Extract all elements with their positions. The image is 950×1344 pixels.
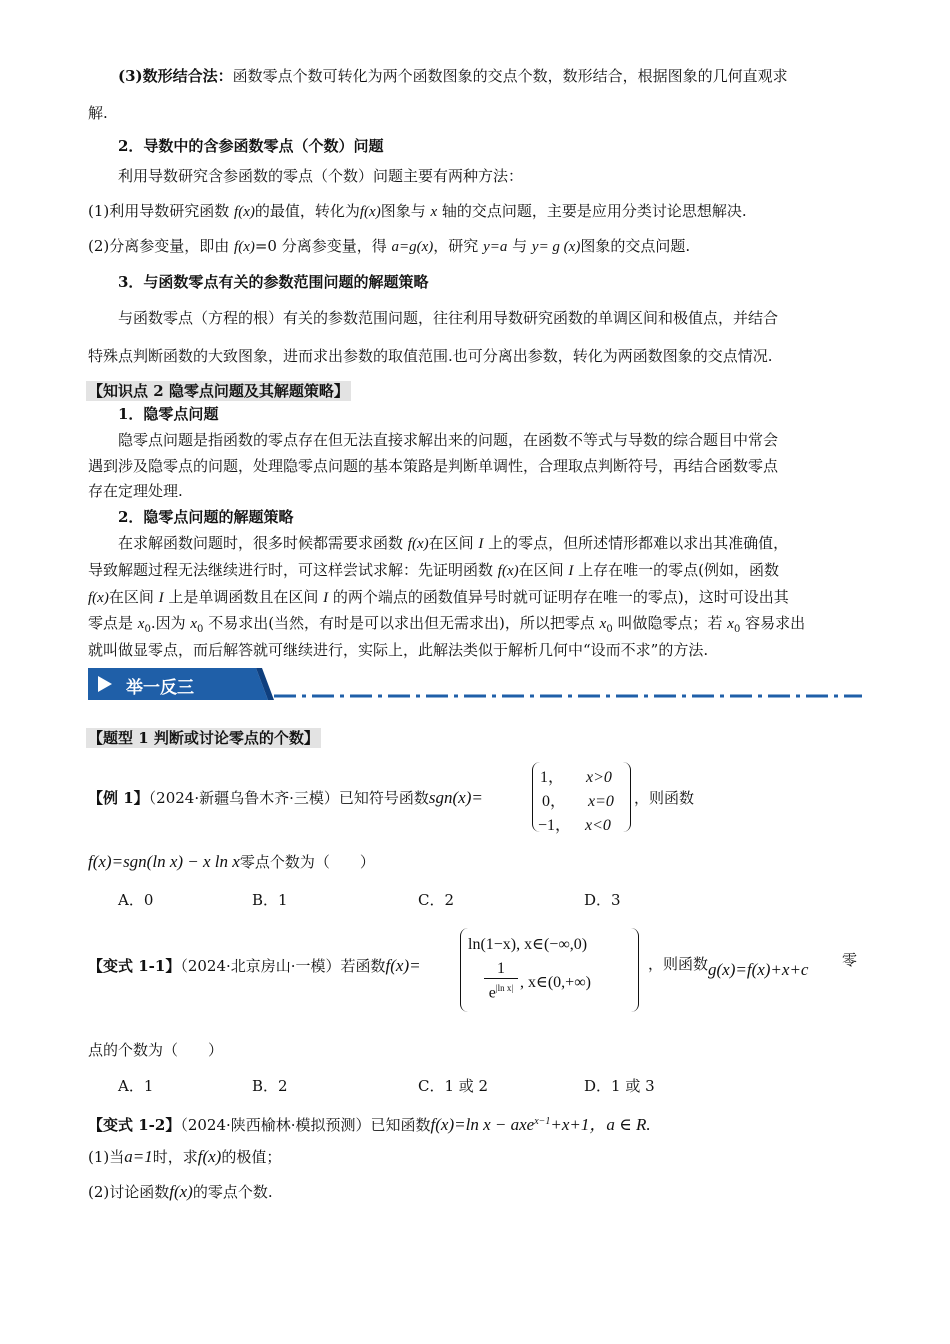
- ex1-option-d[interactable]: D．3: [584, 891, 621, 909]
- kp2-para-3: 存在定理处理.: [88, 482, 183, 500]
- practice-banner: [88, 666, 862, 704]
- v11-after: ，则函数: [648, 955, 709, 973]
- v11-right-brace: [630, 928, 639, 1012]
- ex1-case-2: 0， x=0: [542, 793, 614, 810]
- v11-tail: 零: [842, 951, 858, 969]
- section-2-intro: 利用导数研究含参函数的零点（个数）问题主要有两种方法：: [118, 167, 524, 185]
- section-2-heading: 2．导数中的含参函数零点（个数）问题: [118, 137, 384, 155]
- method-3-label: (3)数形结合法：: [118, 67, 233, 85]
- v11-case-1: ln(1−x), x∈(−∞,0): [468, 936, 588, 953]
- ex1-case-3: −1， x<0: [538, 817, 611, 834]
- v11-case-2-cond: , x∈(0,+∞): [520, 974, 591, 991]
- v11-option-d[interactable]: D．1 或 3: [584, 1077, 655, 1095]
- kp2-heading-1: 1．隐零点问题: [118, 405, 219, 423]
- variant-1-2: 【变式 1-2】（2024·陕西榆林·模拟预测）已知函数f(x)=ln x − axe$^{x-1}$+x+1，a ∈ R.: [88, 1115, 651, 1134]
- variant-1-1: 【变式 1-1】（2024·北京房山·一模）若函数f(x)=: [88, 956, 421, 975]
- section-2-method-1: (1)利用导数研究函数 f(x)的最值，转化为f(x)图象与 x 轴的交点问题，主要是应用分类讨论思想解决.: [88, 202, 747, 220]
- kp2-strategy-5: 就叫做显零点，而后解答就可继续进行，实际上，此解法类似于解析几何中“设而不求”的方法.: [88, 641, 709, 659]
- section-2-method-2: (2)分离参变量，即由 f(x)=0 分离参变量，得 a=g(x)，研究 y=a 与 y= g (x)图象的交点问题.: [88, 237, 691, 255]
- banner-graphic: [88, 666, 862, 704]
- ex1-option-a[interactable]: A．0: [118, 891, 154, 909]
- section-3-line-2: 特殊点判断函数的大致图象，进而求出参数的取值范围.也可分离出参数，转化为两函数图象的交点情况.: [88, 347, 773, 365]
- kp2-strategy-2: 导致解题过程无法继续进行时，可这样尝试求解：先证明函数 f(x)在区间 I 上存在唯一的零点(例如，函数: [88, 561, 780, 579]
- kp2-heading-2: 2．隐零点问题的解题策略: [118, 508, 294, 526]
- v11-option-b[interactable]: B．2: [252, 1077, 288, 1095]
- ex1-after: ，则函数: [634, 789, 695, 807]
- banner-text: 举一反三: [126, 678, 194, 698]
- method-3-text: 函数零点个数可转化为两个函数图象的交点个数，数形结合，根据图象的几何直观求: [232, 67, 788, 85]
- ex1-option-c[interactable]: C．2: [418, 891, 455, 909]
- ex1-option-b[interactable]: B．1: [252, 891, 288, 909]
- example-1: 【例 1】（2024·新疆乌鲁木齐·三模）已知符号函数sgn(x)=: [88, 788, 483, 807]
- v11-g-function: g(x)=f(x)+x+c: [708, 960, 809, 979]
- ex1-right-brace: [622, 762, 631, 832]
- kp2-para-1: 隐零点问题是指函数的零点存在但无法直接求解出来的问题，在函数不等式与导数的综合题目中常会: [118, 431, 779, 449]
- kp2-strategy-1: 在求解函数问题时，很多时候都需要求函数 f(x)在区间 I 上的零点，但所述情形都难以求出其准确值，: [118, 534, 789, 552]
- ex1-case-1: 1， x>0: [540, 769, 612, 786]
- v11-case-2-fraction: 1 $e^{|ln x|}$: [484, 960, 518, 1002]
- section-3-line-1: 与函数零点（方程的根）有关的参数范围问题，往往利用导数研究函数的单调区间和极值点，并结合: [118, 309, 779, 327]
- kp2-strategy-4: 零点是 $x_0$.因为 $x_0$ 不易求出(当然，有时是可以求出但无需求出)，所以把零点 $x_0$ 叫做隐零点；若 $x_0$ 容易求出: [88, 614, 806, 635]
- v11-line-2: 点的个数为（ ）: [88, 1041, 224, 1059]
- method-3: [118, 66, 788, 86]
- kp2-strategy-3: f(x)在区间 I 上是单调函数且在区间 I 的两个端点的函数值异号时就可证明存在唯一的零点)，这时可设出其: [88, 588, 789, 606]
- type-1-title: 【题型 1 判断或讨论零点的个数】: [88, 729, 319, 747]
- knowledge-point-2-title: 【知识点 2 隐零点问题及其解题策略】: [88, 382, 349, 400]
- section-3-heading: 3．与函数零点有关的参数范围问题的解题策略: [118, 273, 429, 291]
- v11-option-c[interactable]: C．1 或 2: [418, 1077, 489, 1095]
- v12-question-1: (1)当a=1时，求f(x)的极值；: [88, 1147, 282, 1166]
- method-3-cont: 解.: [88, 104, 108, 122]
- kp2-para-2: 遇到涉及隐零点的问题，处理隐零点问题的基本策路是判断单调性，合理取点判断符号，再结合函数零点: [88, 457, 779, 475]
- v11-option-a[interactable]: A．1: [118, 1077, 154, 1095]
- ex1-line-2: f(x)=sgn(ln x) − x ln x零点个数为（ ）: [88, 852, 375, 871]
- v12-question-2: (2)讨论函数f(x)的零点个数.: [88, 1182, 273, 1201]
